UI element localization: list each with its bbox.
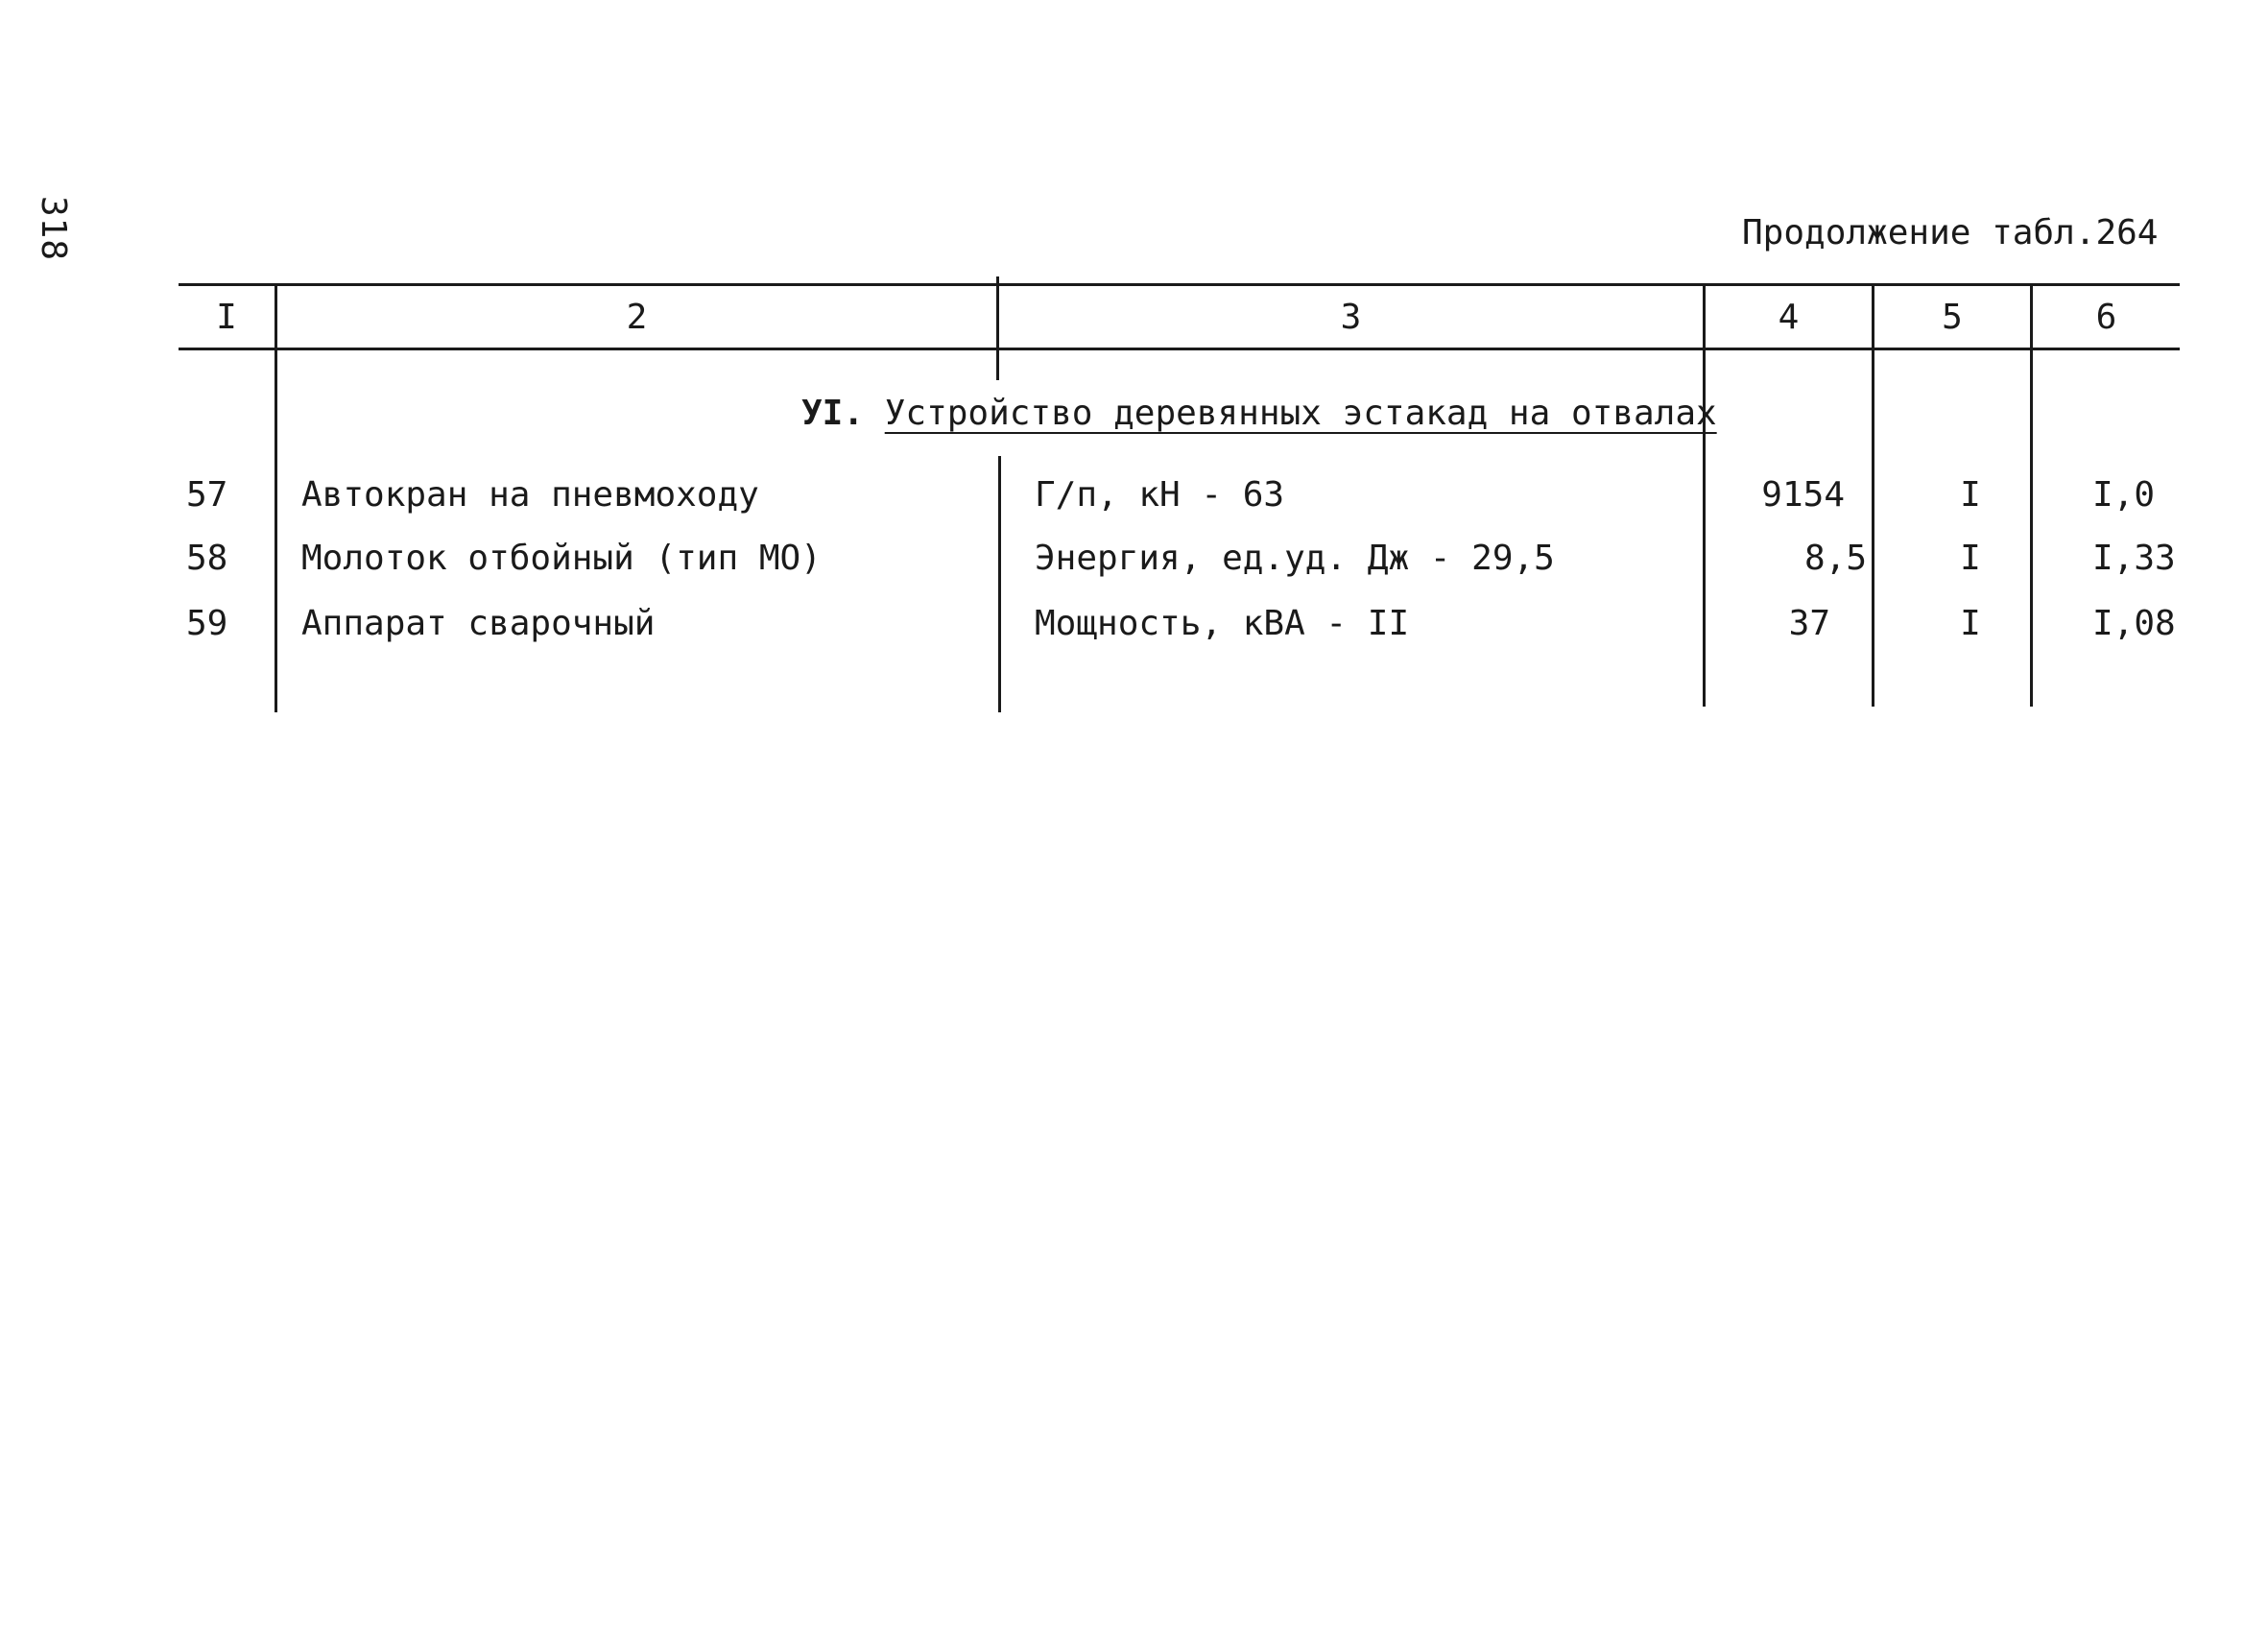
table-top-rule [179, 283, 2180, 286]
row-col4: 37 [1788, 604, 1830, 643]
row-col6: I,08 [2092, 604, 2176, 643]
section-number: УI. [801, 394, 865, 433]
row-parameter: Мощность, кВА - II [1035, 604, 1410, 643]
row-name: Аппарат сварочный [301, 604, 656, 643]
table-caption: Продолжение табл.264 [1742, 213, 2159, 252]
row-col4: 8,5 [1803, 539, 1867, 578]
column-divider [275, 283, 277, 712]
row-parameter: Энергия, ед.уд. Дж - 29,5 [1035, 539, 1555, 578]
header-cell: 6 [2095, 298, 2117, 337]
row-number: 59 [186, 604, 228, 643]
header-cell: 3 [1340, 298, 1362, 337]
table-header-rule [179, 348, 2180, 350]
column-divider [998, 456, 1001, 712]
row-number: 57 [186, 475, 228, 515]
section-title: Устройство деревянных эстакад на отвалах [884, 394, 1717, 433]
section-heading [801, 394, 1717, 433]
row-name: Молоток отбойный (тип МО) [301, 539, 822, 578]
row-name: Автокран на пневмоходу [301, 475, 759, 515]
row-col4: 9154 [1761, 475, 1845, 515]
row-parameter: Г/п, кН - 63 [1035, 475, 1285, 515]
header-cell: 2 [626, 298, 648, 337]
page-number: 318 [34, 196, 73, 262]
row-number: 58 [186, 539, 228, 578]
row-col6: I,0 [2092, 475, 2156, 515]
row-col6: I,33 [2092, 539, 2176, 578]
header-cell: 4 [1778, 298, 1800, 337]
row-col5: I [1960, 475, 1981, 515]
row-col5: I [1960, 604, 1981, 643]
header-cell: 5 [1942, 298, 1963, 337]
row-col5: I [1960, 539, 1981, 578]
header-cell: I [216, 298, 237, 337]
